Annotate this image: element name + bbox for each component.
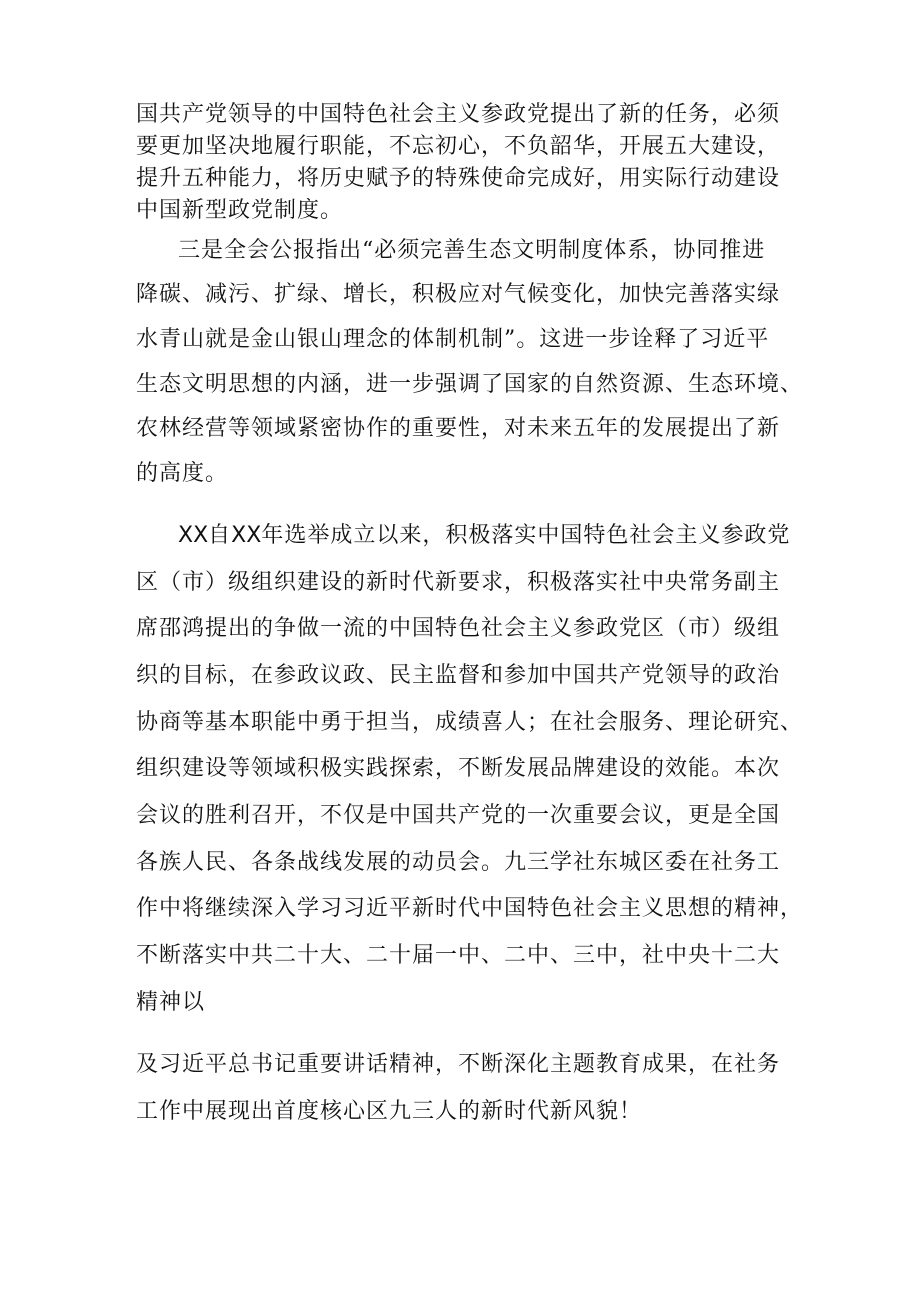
paragraph-3-line-6: 组织建设等领域积极实践探索，不断发展品牌建设的效能。本次 <box>136 756 781 781</box>
paragraph-2-line-3: 水青山就是金山银山理念的体制机制”。这进一步诠释了习近平 <box>136 327 770 352</box>
paragraph-3-line-9: 作中将继续深入学习习近平新时代中国特色社会主义思想的精神， <box>136 896 804 921</box>
paragraph-3-line-2: 区（市）级组织建设的新时代新要求，积极落实社中央常务副主 <box>136 570 781 595</box>
paragraph-3-line-11: 精神以 <box>136 990 206 1015</box>
paragraph-1-line-2: 要更加坚决地履行职能，不忘初心，不负韶华，开展五大建设， <box>136 134 781 159</box>
paragraph-1-line-1: 国共产党领导的中国特色社会主义参政党提出了新的任务，必须 <box>136 102 781 127</box>
paragraph-2-line-1: 三是全会公报指出“必须完善生态文明制度体系，协同推进 <box>178 238 766 263</box>
paragraph-3-line-4: 织的目标，在参政议政、民主监督和参加中国共产党领导的政治 <box>136 663 781 688</box>
paragraph-3-line-3: 席邵鸿提出的争做一流的中国特色社会主义参政党区（市）级组 <box>136 616 781 641</box>
paragraph-3-line-7: 会议的胜利召开，不仅是中国共产党的一次重要会议，更是全国 <box>136 803 781 828</box>
paragraph-2-line-2: 降碳、减污、扩绿、增长，积极应对气候变化，加快完善落实绿 <box>136 282 781 307</box>
paragraph-3-line-10: 不断落实中共二十大、二十届一中、二中、三中，社中央十二大 <box>136 943 781 968</box>
paragraph-2-line-5: 农林经营等领域紧密协作的重要性，对未来五年的发展提出了新 <box>136 416 781 441</box>
paragraph-3-line-5: 协商等基本职能中勇于担当，成绩喜人；在社会服务、理论研究、 <box>136 710 804 735</box>
paragraph-3-line-1: XX自XX年选举成立以来，积极落实中国特色社会主义参政党 <box>178 523 791 548</box>
paragraph-4-line-2: 工作中展现出首度核心区九三人的新时代新风貌！ <box>136 1099 643 1124</box>
paragraph-4-line-1: 及习近平总书记重要讲话精神，不断深化主题教育成果，在社务 <box>136 1052 781 1077</box>
paragraph-1-line-4: 中国新型政党制度。 <box>136 198 344 223</box>
paragraph-1-line-3: 提升五种能力，将历史赋予的特殊使命完成好，用实际行动建设 <box>136 166 781 191</box>
paragraph-2-line-6: 的高度。 <box>136 461 229 486</box>
paragraph-2-line-4: 生态文明思想的内涵，进一步强调了国家的自然资源、生态环境、 <box>136 372 804 397</box>
paragraph-3-line-8: 各族人民、各条战线发展的动员会。九三学社东城区委在社务工 <box>136 850 781 875</box>
